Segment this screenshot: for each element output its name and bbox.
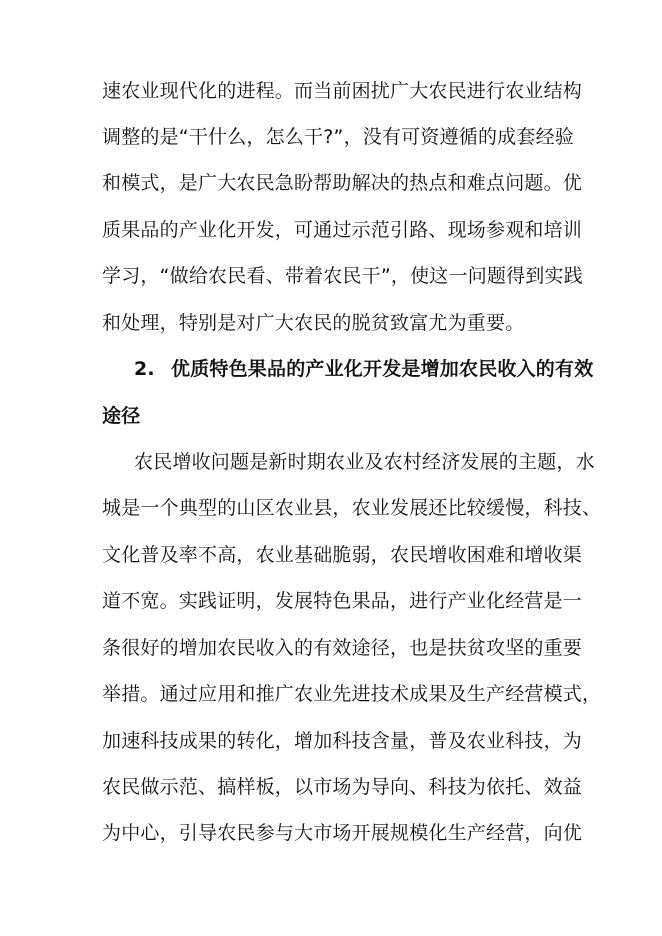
paragraph-2-line-7: 加速科技成果的转化，增加科技含量，普及农业科技，为 [102,730,583,752]
section-heading-text: 优质特色果品的产业化开发是增加农民收入的有效 [171,358,594,380]
section-heading-line-1 [102,357,593,381]
paragraph-2-line-6: 举措。通过应用和推广农业先进技术成果及生产经营模式， [102,683,602,705]
section-number: 2. [134,358,155,380]
paragraph-2-line-5: 条很好的增加农民收入的有效途径，也是扶贫攻坚的重要 [102,637,583,659]
paragraph-1-line-6: 和处理，特别是对广大农民的脱贫致富尤为重要。 [102,312,525,334]
paragraph-2-line-3: 文化普及率不高，农业基础脆弱，农民增收困难和增收渠 [102,544,583,566]
paragraph-2-line-4: 道不宽。实践证明，发展特色果品，进行产业化经营是一 [102,590,583,612]
paragraph-1-line-1: 速农业现代化的进程。而当前困扰广大农民进行农业结构 [102,80,583,102]
paragraph-1-line-3: 和模式，是广大农民急盼帮助解决的热点和难点问题。优 [102,172,583,194]
paragraph-2-line-8: 农民做示范、搞样板，以市场为导向、科技为依托、效益 [102,776,583,798]
paragraph-2-line-1: 农民增收问题是新时期农业及农村经济发展的主题，水 [134,451,595,473]
paragraph-1-line-4: 质果品的产业化开发，可通过示范引路、现场参观和培训 [102,219,583,241]
paragraph-1-line-5: 学习，“做给农民看、带着农民干”，使这一问题得到实践 [102,265,583,287]
paragraph-2-line-9: 为中心，引导农民参与大市场开展规模化生产经营，向优 [102,822,583,844]
paragraph-1-line-2: 调整的是“干什么，怎么干?”，没有可资遵循的成套经验 [102,126,574,148]
paragraph-2-line-2: 城是一个典型的山区农业县，农业发展还比较缓慢，科技、 [102,497,602,519]
section-heading-line-2: 途径 [102,405,141,427]
